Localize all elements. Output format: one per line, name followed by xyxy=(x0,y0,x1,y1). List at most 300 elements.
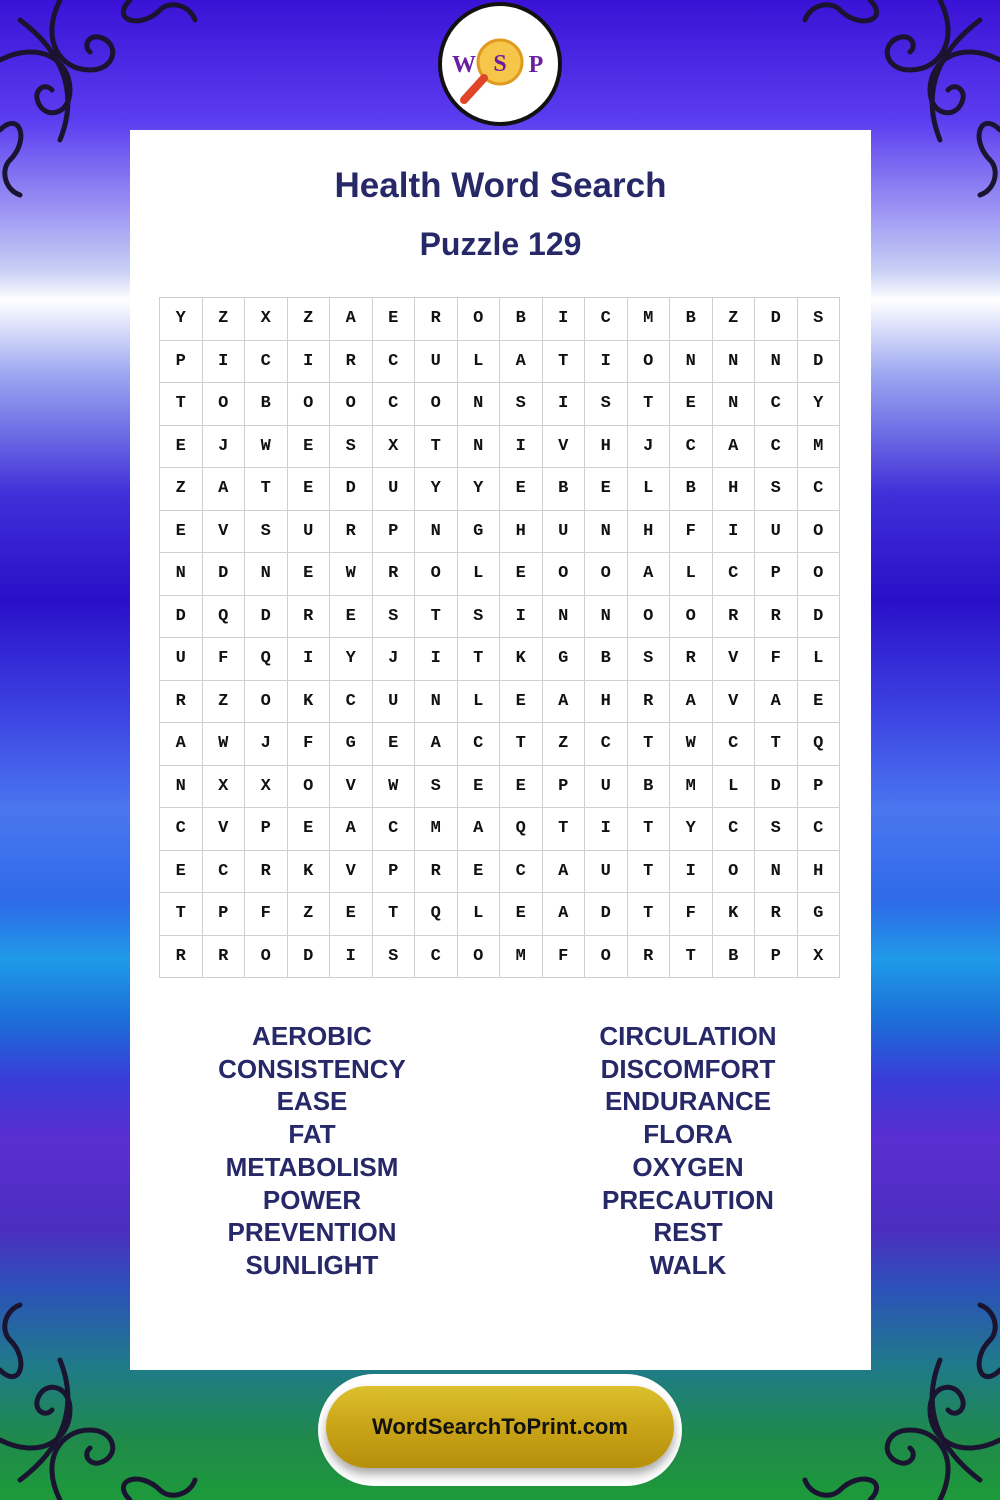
grid-cell[interactable]: Q xyxy=(797,723,840,766)
grid-cell[interactable]: O xyxy=(585,935,628,978)
grid-cell[interactable]: T xyxy=(415,595,458,638)
grid-cell[interactable]: L xyxy=(457,680,500,723)
grid-cell[interactable]: N xyxy=(160,765,203,808)
grid-cell[interactable]: E xyxy=(500,553,543,596)
word-item: SUNLIGHT xyxy=(245,1249,379,1280)
word-item: EASE xyxy=(276,1086,348,1117)
grid-cell[interactable]: D xyxy=(585,893,628,936)
grid-cell[interactable]: K xyxy=(500,638,543,681)
grid-cell[interactable]: I xyxy=(500,595,543,638)
grid-cell[interactable]: R xyxy=(202,935,245,978)
grid-cell[interactable]: C xyxy=(712,723,755,766)
grid-cell[interactable]: K xyxy=(287,850,330,893)
grid-cell[interactable]: E xyxy=(330,595,373,638)
grid-row xyxy=(160,808,840,851)
grid-cell[interactable]: C xyxy=(457,723,500,766)
grid-cell[interactable]: E xyxy=(797,680,840,723)
grid-cell[interactable]: D xyxy=(160,595,203,638)
grid-cell[interactable]: R xyxy=(245,850,288,893)
grid-cell[interactable]: Z xyxy=(202,680,245,723)
grid-cell[interactable]: O xyxy=(797,510,840,553)
grid-row xyxy=(160,595,840,638)
grid-cell[interactable]: D xyxy=(797,595,840,638)
grid-cell[interactable]: O xyxy=(330,383,373,426)
grid-cell[interactable]: E xyxy=(500,468,543,511)
grid-row xyxy=(160,723,840,766)
grid-cell[interactable]: I xyxy=(330,935,373,978)
grid-cell[interactable]: N xyxy=(670,340,713,383)
word-item: OXYGEN xyxy=(632,1151,744,1182)
grid-cell[interactable]: A xyxy=(542,680,585,723)
grid-cell[interactable]: T xyxy=(627,383,670,426)
grid-cell[interactable]: N xyxy=(457,425,500,468)
grid-row xyxy=(160,468,840,511)
grid-cell[interactable]: G xyxy=(797,893,840,936)
grid-cell[interactable]: P xyxy=(160,340,203,383)
grid-cell[interactable]: A xyxy=(627,553,670,596)
grid-cell[interactable]: S xyxy=(627,638,670,681)
grid-row xyxy=(160,638,840,681)
grid-cell[interactable]: T xyxy=(160,893,203,936)
word-item: CIRCULATION xyxy=(599,1021,777,1051)
grid-cell[interactable]: W xyxy=(372,765,415,808)
site-link[interactable]: WordSearchToPrint.com xyxy=(326,1386,674,1468)
grid-cell[interactable]: O xyxy=(712,850,755,893)
grid-cell[interactable]: F xyxy=(755,638,798,681)
grid-cell[interactable]: T xyxy=(627,723,670,766)
grid-cell[interactable]: Z xyxy=(160,468,203,511)
grid-cell[interactable]: Z xyxy=(202,298,245,341)
grid-cell[interactable]: I xyxy=(500,425,543,468)
grid-cell[interactable]: O xyxy=(585,553,628,596)
grid-cell[interactable]: V xyxy=(542,425,585,468)
grid-cell[interactable]: O xyxy=(415,553,458,596)
word-item: FLORA xyxy=(643,1119,733,1150)
grid-cell[interactable]: N xyxy=(415,510,458,553)
grid-cell[interactable]: U xyxy=(585,850,628,893)
grid-cell[interactable]: N xyxy=(245,553,288,596)
grid-cell[interactable]: L xyxy=(457,340,500,383)
grid-cell[interactable]: C xyxy=(712,808,755,851)
grid-cell[interactable]: Z xyxy=(287,298,330,341)
grid-cell[interactable]: H xyxy=(712,468,755,511)
grid-cell[interactable]: F xyxy=(670,893,713,936)
grid-cell[interactable]: T xyxy=(500,723,543,766)
grid-row xyxy=(160,893,840,936)
grid-cell[interactable]: R xyxy=(330,340,373,383)
grid-cell[interactable]: J xyxy=(245,723,288,766)
grid-cell[interactable]: N xyxy=(755,850,798,893)
grid-cell[interactable]: N xyxy=(712,383,755,426)
grid-cell[interactable]: L xyxy=(457,553,500,596)
grid-cell[interactable]: J xyxy=(627,425,670,468)
grid-cell[interactable]: U xyxy=(415,340,458,383)
grid-cell[interactable]: Q xyxy=(245,638,288,681)
grid-cell[interactable]: P xyxy=(202,893,245,936)
grid-cell[interactable]: E xyxy=(500,765,543,808)
grid-cell[interactable]: B xyxy=(245,383,288,426)
grid-cell[interactable]: A xyxy=(202,468,245,511)
grid-cell[interactable]: D xyxy=(202,553,245,596)
grid-cell[interactable]: E xyxy=(160,850,203,893)
grid-cell[interactable]: R xyxy=(755,595,798,638)
grid-cell[interactable]: X xyxy=(797,935,840,978)
grid-cell[interactable]: T xyxy=(627,893,670,936)
grid-cell[interactable]: C xyxy=(330,680,373,723)
grid-cell[interactable]: M xyxy=(627,298,670,341)
grid-cell[interactable]: C xyxy=(670,425,713,468)
logo-letter-w: W xyxy=(452,52,476,78)
grid-cell[interactable]: T xyxy=(627,850,670,893)
grid-row xyxy=(160,553,840,596)
word-item: AEROBIC xyxy=(252,1021,372,1051)
grid-cell[interactable]: R xyxy=(627,680,670,723)
grid-cell[interactable]: O xyxy=(245,680,288,723)
grid-cell[interactable]: I xyxy=(202,340,245,383)
grid-cell[interactable]: G xyxy=(330,723,373,766)
grid-row xyxy=(160,850,840,893)
grid-cell[interactable]: E xyxy=(500,680,543,723)
grid-cell[interactable]: M xyxy=(797,425,840,468)
grid-cell[interactable]: L xyxy=(627,468,670,511)
grid-row xyxy=(160,510,840,553)
grid-cell[interactable]: C xyxy=(202,850,245,893)
grid-row xyxy=(160,425,840,468)
grid-cell[interactable]: X xyxy=(245,765,288,808)
grid-cell[interactable]: C xyxy=(500,850,543,893)
grid-row xyxy=(160,680,840,723)
grid-cell[interactable]: A xyxy=(160,723,203,766)
word-item: POWER xyxy=(262,1184,362,1215)
grid-cell[interactable]: W xyxy=(245,425,288,468)
word-item: PRECAUTION xyxy=(602,1184,774,1215)
grid-cell[interactable]: E xyxy=(372,723,415,766)
grid-cell[interactable]: O xyxy=(542,553,585,596)
grid-cell[interactable]: Y xyxy=(670,808,713,851)
logo-letter-s: S xyxy=(493,51,507,77)
grid-cell[interactable]: B xyxy=(585,638,628,681)
logo-letter-p: P xyxy=(528,52,544,78)
grid-cell[interactable]: C xyxy=(797,468,840,511)
grid-cell[interactable]: N xyxy=(542,595,585,638)
grid-cell[interactable]: P xyxy=(372,510,415,553)
grid-cell[interactable]: S xyxy=(797,298,840,341)
grid-cell[interactable]: Q xyxy=(202,595,245,638)
grid-cell[interactable]: P xyxy=(755,553,798,596)
grid-cell[interactable]: A xyxy=(670,680,713,723)
grid-cell[interactable]: N xyxy=(755,340,798,383)
grid-cell[interactable]: O xyxy=(627,340,670,383)
grid-cell[interactable]: D xyxy=(330,468,373,511)
grid-cell[interactable]: C xyxy=(797,808,840,851)
puzzle-sheet xyxy=(130,130,871,1370)
grid-cell[interactable]: R xyxy=(287,595,330,638)
grid-cell[interactable]: E xyxy=(287,425,330,468)
grid-cell[interactable]: I xyxy=(542,298,585,341)
grid-cell[interactable]: Z xyxy=(542,723,585,766)
grid-cell[interactable]: Y xyxy=(797,383,840,426)
grid-cell[interactable]: M xyxy=(670,765,713,808)
grid-cell[interactable]: V xyxy=(712,680,755,723)
grid-cell[interactable]: R xyxy=(160,680,203,723)
grid-cell[interactable]: R xyxy=(712,595,755,638)
grid-cell[interactable]: E xyxy=(287,808,330,851)
grid-cell[interactable]: U xyxy=(372,680,415,723)
word-item: ENDURANCE xyxy=(604,1086,772,1117)
grid-cell[interactable]: W xyxy=(202,723,245,766)
grid-cell[interactable]: E xyxy=(287,553,330,596)
grid-cell[interactable]: P xyxy=(245,808,288,851)
grid-cell[interactable]: U xyxy=(372,468,415,511)
word-list-right xyxy=(538,1020,838,1282)
grid-cell[interactable]: A xyxy=(542,850,585,893)
grid-cell[interactable]: C xyxy=(415,935,458,978)
word-item: METABOLISM xyxy=(225,1151,399,1182)
grid-row xyxy=(160,383,840,426)
grid-cell[interactable]: B xyxy=(670,298,713,341)
puzzle-title: Health Word Search xyxy=(334,166,667,205)
grid-cell[interactable]: V xyxy=(712,638,755,681)
grid-cell[interactable]: F xyxy=(202,638,245,681)
grid-cell[interactable]: T xyxy=(457,638,500,681)
grid-cell[interactable]: C xyxy=(755,425,798,468)
puzzle-number: Puzzle 129 xyxy=(419,226,582,262)
grid-cell[interactable]: O xyxy=(797,553,840,596)
grid-cell[interactable]: Y xyxy=(160,298,203,341)
grid-cell[interactable]: E xyxy=(372,298,415,341)
grid-cell[interactable]: V xyxy=(202,808,245,851)
grid-cell[interactable]: N xyxy=(160,553,203,596)
grid-cell[interactable]: X xyxy=(202,765,245,808)
grid-cell[interactable]: O xyxy=(457,298,500,341)
grid-cell[interactable]: C xyxy=(372,383,415,426)
grid-cell[interactable]: T xyxy=(415,425,458,468)
grid-cell[interactable]: C xyxy=(712,553,755,596)
grid-cell[interactable]: H xyxy=(585,680,628,723)
word-item: CONSISTENCY xyxy=(218,1053,406,1084)
grid-cell[interactable]: C xyxy=(372,340,415,383)
grid-cell[interactable]: A xyxy=(755,680,798,723)
word-item: REST xyxy=(653,1217,723,1248)
site-banner[interactable] xyxy=(318,1374,682,1486)
grid-cell[interactable]: O xyxy=(245,935,288,978)
grid-cell[interactable]: S xyxy=(415,765,458,808)
grid-cell[interactable]: O xyxy=(457,935,500,978)
grid-cell[interactable]: F xyxy=(245,893,288,936)
grid-cell[interactable]: O xyxy=(287,383,330,426)
grid-cell[interactable]: D xyxy=(287,935,330,978)
grid-cell[interactable]: C xyxy=(585,298,628,341)
grid-cell[interactable]: B xyxy=(500,298,543,341)
grid-cell[interactable]: N xyxy=(457,383,500,426)
grid-cell[interactable]: A xyxy=(330,808,373,851)
grid-cell[interactable]: U xyxy=(585,765,628,808)
grid-cell[interactable]: J xyxy=(372,638,415,681)
word-item: DISCOMFORT xyxy=(600,1053,776,1084)
grid-cell[interactable]: U xyxy=(542,510,585,553)
grid-cell[interactable]: E xyxy=(500,893,543,936)
grid-cell[interactable]: W xyxy=(330,553,373,596)
grid-cell[interactable]: L xyxy=(712,765,755,808)
grid-cell[interactable]: S xyxy=(245,510,288,553)
grid-cell[interactable]: U xyxy=(160,638,203,681)
grid-cell[interactable]: R xyxy=(415,850,458,893)
grid-cell[interactable]: C xyxy=(245,340,288,383)
grid-cell[interactable]: B xyxy=(542,468,585,511)
grid-cell[interactable]: E xyxy=(457,850,500,893)
grid-cell[interactable]: R xyxy=(755,893,798,936)
grid-cell[interactable]: T xyxy=(245,468,288,511)
grid-cell[interactable]: H xyxy=(797,850,840,893)
grid-cell[interactable]: V xyxy=(330,850,373,893)
grid-cell[interactable]: R xyxy=(160,935,203,978)
grid-cell[interactable]: A xyxy=(415,723,458,766)
grid-cell[interactable]: E xyxy=(585,468,628,511)
grid-cell[interactable]: P xyxy=(542,765,585,808)
grid-row xyxy=(160,340,840,383)
grid-cell[interactable]: W xyxy=(670,723,713,766)
grid-cell[interactable]: L xyxy=(670,553,713,596)
grid-cell[interactable]: G xyxy=(457,510,500,553)
grid-cell[interactable]: U xyxy=(755,510,798,553)
grid-cell[interactable]: Q xyxy=(415,893,458,936)
grid-cell[interactable]: A xyxy=(457,808,500,851)
grid-cell[interactable]: B xyxy=(627,765,670,808)
grid-cell[interactable]: N xyxy=(585,510,628,553)
grid-cell[interactable]: R xyxy=(627,935,670,978)
grid-cell[interactable]: I xyxy=(670,850,713,893)
grid-cell[interactable]: H xyxy=(500,510,543,553)
grid-cell[interactable]: I xyxy=(585,340,628,383)
grid-cell[interactable]: A xyxy=(712,425,755,468)
grid-cell[interactable]: V xyxy=(202,510,245,553)
grid-cell[interactable]: N xyxy=(712,340,755,383)
grid-cell[interactable]: T xyxy=(542,808,585,851)
grid-cell[interactable]: T xyxy=(372,893,415,936)
grid-cell[interactable]: R xyxy=(415,298,458,341)
grid-cell[interactable]: F xyxy=(542,935,585,978)
word-item: FAT xyxy=(288,1119,336,1150)
word-item: PREVENTION xyxy=(227,1217,397,1248)
grid-cell[interactable]: A xyxy=(500,340,543,383)
grid-cell[interactable]: Y xyxy=(330,638,373,681)
grid-cell[interactable]: T xyxy=(670,935,713,978)
grid-cell[interactable]: K xyxy=(712,893,755,936)
grid-cell[interactable]: O xyxy=(415,383,458,426)
grid-cell[interactable]: Z xyxy=(712,298,755,341)
word-list-left xyxy=(162,1020,462,1282)
grid-cell[interactable]: C xyxy=(585,723,628,766)
grid-cell[interactable]: K xyxy=(287,680,330,723)
grid-cell[interactable]: C xyxy=(372,808,415,851)
grid-row xyxy=(160,935,840,978)
grid-cell[interactable]: N xyxy=(415,680,458,723)
grid-cell[interactable]: E xyxy=(287,468,330,511)
grid-cell[interactable]: Z xyxy=(287,893,330,936)
grid-cell[interactable]: I xyxy=(542,383,585,426)
grid-cell[interactable]: S xyxy=(372,935,415,978)
grid-cell[interactable]: H xyxy=(627,510,670,553)
grid-cell[interactable]: T xyxy=(627,808,670,851)
grid-cell[interactable]: C xyxy=(160,808,203,851)
grid-cell[interactable]: L xyxy=(457,893,500,936)
grid-cell[interactable]: F xyxy=(287,723,330,766)
grid-cell[interactable]: C xyxy=(755,383,798,426)
grid-cell[interactable]: R xyxy=(330,510,373,553)
grid-cell[interactable]: U xyxy=(287,510,330,553)
grid-cell[interactable]: R xyxy=(372,553,415,596)
grid-cell[interactable]: O xyxy=(287,765,330,808)
grid-cell[interactable]: P xyxy=(372,850,415,893)
grid-cell[interactable]: M xyxy=(500,935,543,978)
grid-cell[interactable]: T xyxy=(542,340,585,383)
grid-cell[interactable]: I xyxy=(585,808,628,851)
grid-cell[interactable]: H xyxy=(585,425,628,468)
grid-cell[interactable]: Y xyxy=(415,468,458,511)
grid-cell[interactable]: S xyxy=(457,595,500,638)
grid-cell[interactable]: O xyxy=(670,595,713,638)
grid-cell[interactable]: A xyxy=(542,893,585,936)
grid-cell[interactable]: I xyxy=(287,340,330,383)
grid-cell[interactable]: P xyxy=(797,765,840,808)
grid-cell[interactable]: E xyxy=(670,383,713,426)
grid-cell[interactable]: I xyxy=(415,638,458,681)
grid-cell[interactable]: T xyxy=(755,723,798,766)
grid-cell[interactable]: G xyxy=(542,638,585,681)
grid-cell[interactable]: N xyxy=(585,595,628,638)
grid-cell[interactable]: D xyxy=(755,298,798,341)
grid-cell[interactable]: X xyxy=(245,298,288,341)
grid-cell[interactable]: E xyxy=(160,425,203,468)
grid-cell[interactable]: Y xyxy=(457,468,500,511)
grid-cell[interactable]: T xyxy=(160,383,203,426)
word-item: WALK xyxy=(649,1249,727,1280)
grid-cell[interactable]: B xyxy=(712,935,755,978)
grid-cell[interactable]: D xyxy=(245,595,288,638)
grid-cell[interactable]: S xyxy=(500,383,543,426)
grid-cell[interactable]: X xyxy=(372,425,415,468)
grid-cell[interactable]: I xyxy=(287,638,330,681)
grid-cell[interactable]: J xyxy=(202,425,245,468)
grid-cell[interactable]: B xyxy=(670,468,713,511)
grid-cell[interactable]: F xyxy=(670,510,713,553)
grid-cell[interactable]: S xyxy=(755,808,798,851)
grid-cell[interactable]: S xyxy=(372,595,415,638)
grid-cell[interactable]: E xyxy=(330,893,373,936)
grid-cell[interactable]: I xyxy=(712,510,755,553)
grid-cell[interactable]: P xyxy=(755,935,798,978)
letter-grid xyxy=(159,297,840,978)
grid-cell[interactable]: S xyxy=(585,383,628,426)
grid-cell[interactable]: M xyxy=(415,808,458,851)
grid-cell[interactable]: L xyxy=(797,638,840,681)
grid-row xyxy=(160,765,840,808)
grid-row xyxy=(160,298,840,341)
wsp-logo[interactable] xyxy=(438,2,562,126)
grid-cell[interactable]: O xyxy=(627,595,670,638)
grid-cell[interactable]: D xyxy=(797,340,840,383)
grid-cell[interactable]: D xyxy=(755,765,798,808)
grid-cell[interactable]: A xyxy=(330,298,373,341)
grid-cell[interactable]: S xyxy=(755,468,798,511)
grid-cell[interactable]: R xyxy=(670,638,713,681)
grid-cell[interactable]: E xyxy=(160,510,203,553)
grid-cell[interactable]: E xyxy=(457,765,500,808)
grid-cell[interactable]: Q xyxy=(500,808,543,851)
grid-cell[interactable]: O xyxy=(202,383,245,426)
grid-cell[interactable]: V xyxy=(330,765,373,808)
grid-cell[interactable]: S xyxy=(330,425,373,468)
